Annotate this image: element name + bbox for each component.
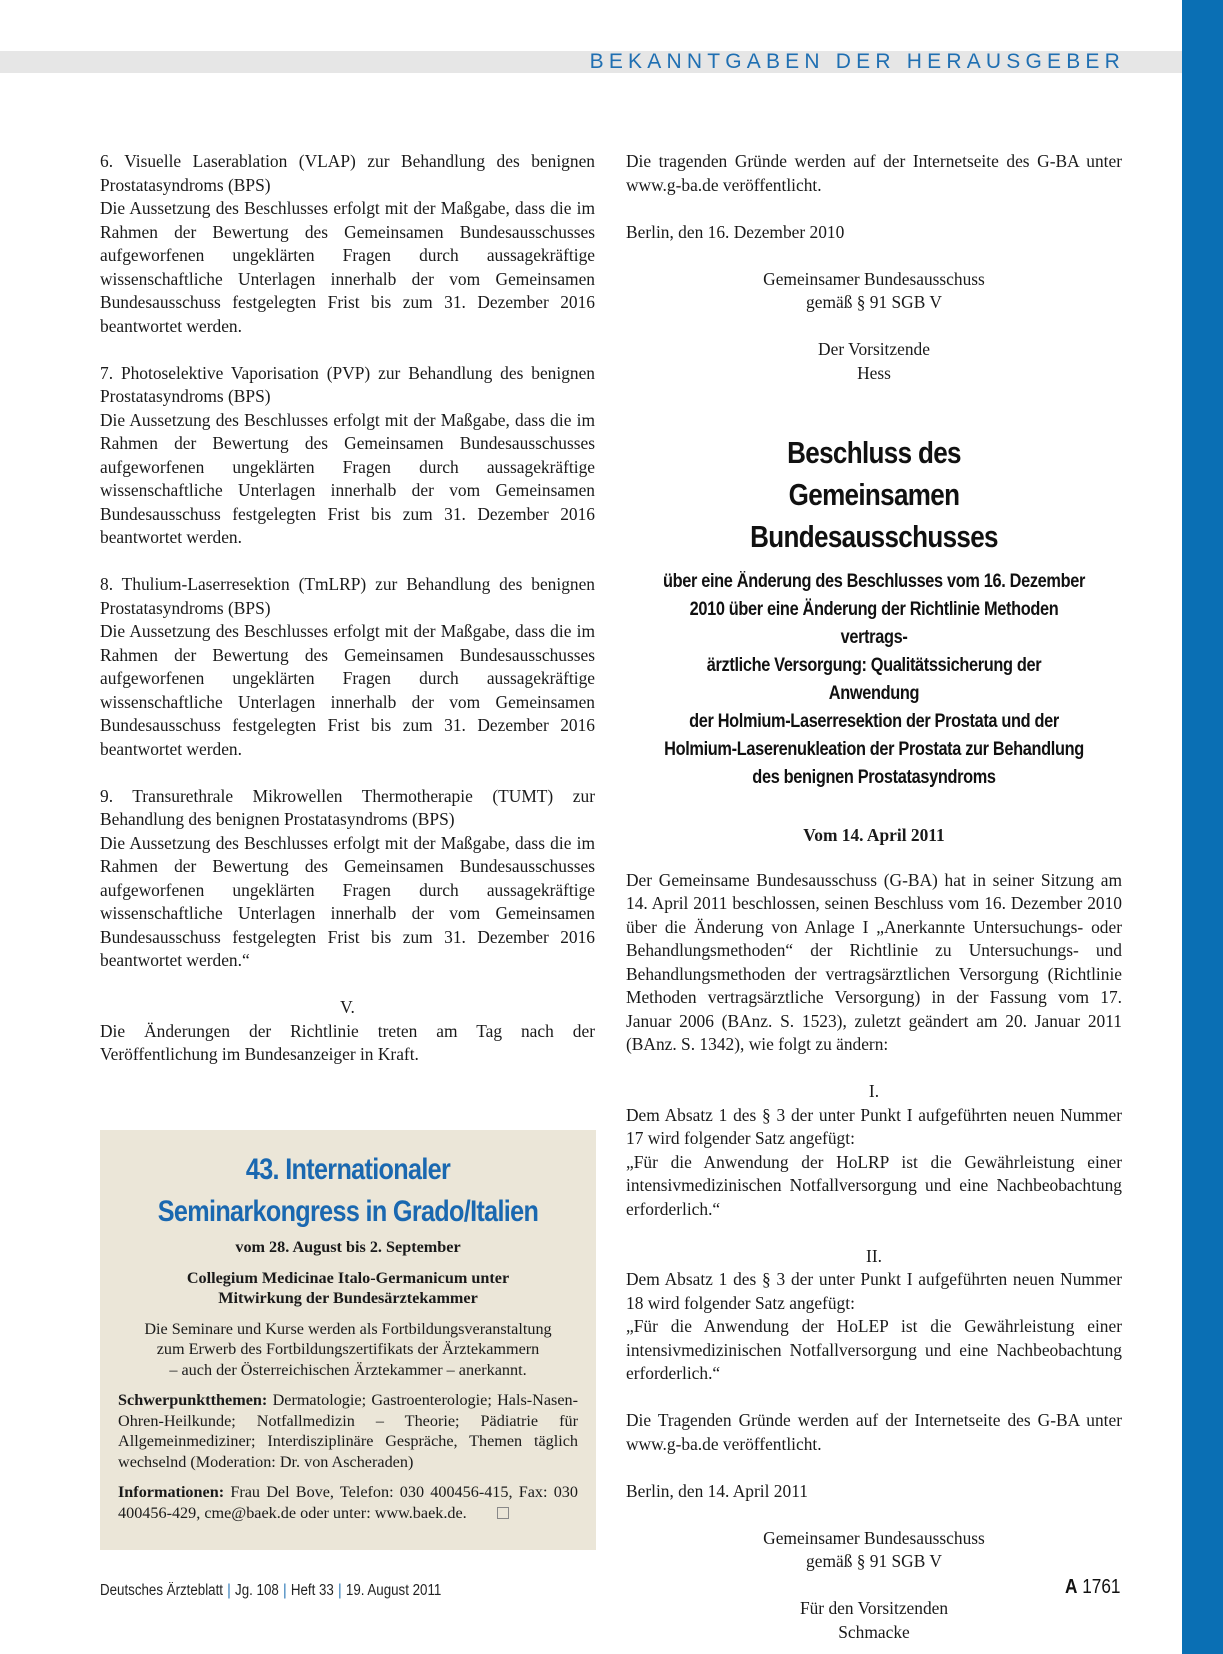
item-9-title: 9. Transurethrale Mikrowellen Thermotherapie (TUMT) zur Behandlung des benignen Prostatasyndroms (BPS) [100,785,595,829]
closing-notice: Die Tragenden Gründe werden auf der Internetseite des G-BA unter www.g-ba.de veröffentlicht. [626,1410,1122,1454]
congress-topics-text: Dermatologie; Gastroenterologie; Hals-Nasen-Ohren-Heilkunde; Notfallmedizin – Theorie; Pädiatrie für Allgemeinmediziner; Interdisziplinäre Gespräche, Themen täglich wechselnd (Moderation: Dr. von Ascheraden) [118,1391,578,1471]
reasons-notice: Die tragenden Gründe werden auf der Internetseite des G-BA unter www.g-ba.de veröffentlicht. [626,151,1122,195]
congress-title [140,1149,557,1233]
section-i-quote: „Für die Anwendung der HoLRP ist die Gewährleistung einer intensivmedizinischen Notfallversorgung und eine Nachbeobachtung erforderlich.“ [626,1151,1122,1219]
resolution-heading-line2: Gemeinsamen Bundesausschusses [750,477,998,554]
left-column [100,150,595,1067]
end-mark-icon [497,1507,509,1519]
signature-1-role: Der Vorsitzende [818,339,930,359]
footer-volume: Jg. 108 [235,1582,279,1599]
footer-journal: Deutsches Ärzteblatt [100,1582,223,1599]
resolution-subtitle-line4: der Holmium-Laserresektion der Prostata und der [689,711,1059,732]
signature-1-name: Hess [857,362,891,383]
resolution-body: Der Gemeinsame Bundesausschuss (G-BA) hat in seiner Sitzung am 14. April 2011 beschlossen, seinen Beschluss vom 16. Dezember 2010 über die Änderung von Anlage I „Anerkannte Untersuchungs- oder Behandlungsmethoden“ der Richtlinie zu Untersuchungs- und Behandlungsmethoden der vertragsärztlichen Versorgung (Richtlinie Methoden vertragsärztliche Versorgung) in der Fassung vom 17. Januar 2006 (BAnz. S. 1523), zuletzt geändert am 20. Januar 2011 (BAnz. S. 1342), wie folgt zu ändern: [626,869,1122,1054]
date-1: Berlin, den 16. Dezember 2010 [626,221,845,242]
congress-info-text: Frau Del Bove, Telefon: 030 400456-415, Fax: 030 400456-429, cme@baek.de oder unter: www.baek.de. [118,1483,578,1522]
congress-announcement-box [100,1130,596,1550]
footer-separator: | [227,1582,231,1599]
resolution-subtitle-line2: 2010 über eine Änderung der Richtlinie Methoden vertrags- [689,599,1059,648]
congress-org-line2: Mitwirkung der Bundesärztekammer [218,1289,478,1307]
page-sidebar-bar [1182,0,1223,1654]
item-7-text: Die Aussetzung des Beschlusses erfolgt mit der Maßgabe, dass die im Rahmen der Bewertung des Gemeinsamen Bundesausschusses aufgeworfenen ungeklärten Fragen durch aussagekräftige wissenschaftliche Unterlagen innerhalb der vom Gemeinsamen Bundesausschuss festgelegten Frist bis zum 31. Dezember 2016 beantwortet werden. [100,409,595,547]
congress-topics [118,1390,578,1472]
congress-body [100,1237,596,1523]
congress-cert-line1: Die Seminare und Kurse werden als Fortbildungsveranstaltung [144,1319,552,1338]
signature-1-legal: gemäß § 91 SGB V [806,292,942,312]
section-i-text: Dem Absatz 1 des § 3 der unter Punkt I aufgeführten neuen Nummer 17 wird folgender Satz angefügt: [626,1104,1122,1148]
right-column [626,150,1122,1644]
congress-cert-line3: – auch der Österreichischen Ärztekammer – anerkannt. [169,1360,527,1379]
signature-2-name: Schmacke [838,1621,910,1642]
section-i-heading: I. [868,1081,880,1101]
section-v-text: Die Änderungen der Richtlinie treten am Tag nach der Veröffentlichung im Bundesanzeiger in Kraft. [100,1020,595,1064]
page-number-value: 1761 [1082,1576,1121,1598]
congress-cert-line2: zum Erwerb des Fortbildungszertifikats der Ärztekammern [156,1340,540,1358]
footer-date: 19. August 2011 [345,1582,442,1599]
signature-2-body: Gemeinsamer Bundesausschuss [763,1527,985,1548]
footer-issue: Heft 33 [290,1582,334,1599]
section-ii-text: Dem Absatz 1 des § 3 der unter Punkt I aufgeführten neuen Nummer 18 wird folgender Satz angefügt: [626,1269,1122,1313]
section-v-heading: V. [340,997,355,1017]
congress-info [118,1482,578,1523]
page-number [1065,1576,1120,1599]
item-6-text: Die Aussetzung des Beschlusses erfolgt mit der Maßgabe, dass die im Rahmen der Bewertung des Gemeinsamen Bundesausschusses aufgeworfenen ungeklärten Fragen durch aussagekräftige wissenschaftliche Unterlagen innerhalb der vom Gemeinsamen Bundesausschuss festgelegten Frist bis zum 31. Dezember 2016 beantwortet werden. [100,198,595,336]
resolution-subtitle [661,568,1088,792]
resolution-subtitle-line5: Holmium-Laserenukleation der Prostata zur Behandlung [664,739,1084,760]
congress-topics-label: Schwerpunktthemen: [118,1391,268,1409]
resolution-subtitle-line1: über eine Änderung des Beschlusses vom 16. Dezember [663,571,1085,592]
page-prefix: A [1065,1576,1078,1598]
resolution-subtitle-line6: des benignen Prostatasyndroms [752,767,996,788]
congress-org-line1: Collegium Medicinae Italo-Germanicum unter [186,1268,510,1287]
footer-separator: | [283,1582,287,1599]
section-title: BEKANNTGABEN DER HERAUSGEBER [589,50,1125,73]
item-8-text: Die Aussetzung des Beschlusses erfolgt mit der Maßgabe, dass die im Rahmen der Bewertung des Gemeinsamen Bundesausschusses aufgeworfenen ungeklärten Fragen durch aussagekräftige wissenschaftliche Unterlagen innerhalb der vom Gemeinsamen Bundesausschuss festgelegten Frist bis zum 31. Dezember 2016 beantwortet werden. [100,621,595,759]
item-8-title: 8. Thulium-Laserresektion (TmLRP) zur Behandlung des benignen Prostatasyndroms (BPS) [100,574,595,618]
congress-title-line1: 43. Internationaler [245,1153,451,1186]
congress-dates: vom 28. August bis 2. September [235,1238,461,1256]
date-2: Berlin, den 14. April 2011 [626,1480,808,1501]
signature-1-body: Gemeinsamer Bundesausschuss [763,268,985,289]
footer-separator: | [338,1582,342,1599]
section-ii-quote: „Für die Anwendung der HoLEP ist die Gewährleistung einer intensivmedizinischen Notfallversorgung und eine Nachbeobachtung erforderlich.“ [626,1316,1122,1383]
resolution-heading [626,432,1122,558]
item-7-title: 7. Photoselektive Vaporisation (PVP) zur Behandlung des benignen Prostatasyndroms (BPS) [100,362,595,406]
footer-citation [100,1582,441,1600]
section-ii-heading: II. [866,1245,882,1266]
signature-2-role: Für den Vorsitzenden [799,1598,949,1618]
signature-2-legal: gemäß § 91 SGB V [806,1551,942,1571]
congress-title-line2: Seminarkongress in Grado/Italien [157,1195,539,1228]
congress-info-label: Informationen: [118,1483,225,1501]
item-6-title: 6. Visuelle Laserablation (VLAP) zur Behandlung des benignen Prostatasyndroms (BPS) [100,151,595,195]
resolution-date: Vom 14. April 2011 [803,825,945,845]
resolution-heading-line1: Beschluss des [787,435,961,470]
resolution-subtitle-line3: ärztliche Versorgung: Qualitätssicherung der Anwendung [706,655,1042,704]
item-9-text: Die Aussetzung des Beschlusses erfolgt mit der Maßgabe, dass die im Rahmen der Bewertung des Gemeinsamen Bundesausschusses aufgeworfenen ungeklärten Fragen durch aussagekräftige wissenschaftliche Unterlagen innerhalb der vom Gemeinsamen Bundesausschuss festgelegten Frist bis zum 31. Dezember 2016 beantwortet werden.“ [100,832,595,970]
